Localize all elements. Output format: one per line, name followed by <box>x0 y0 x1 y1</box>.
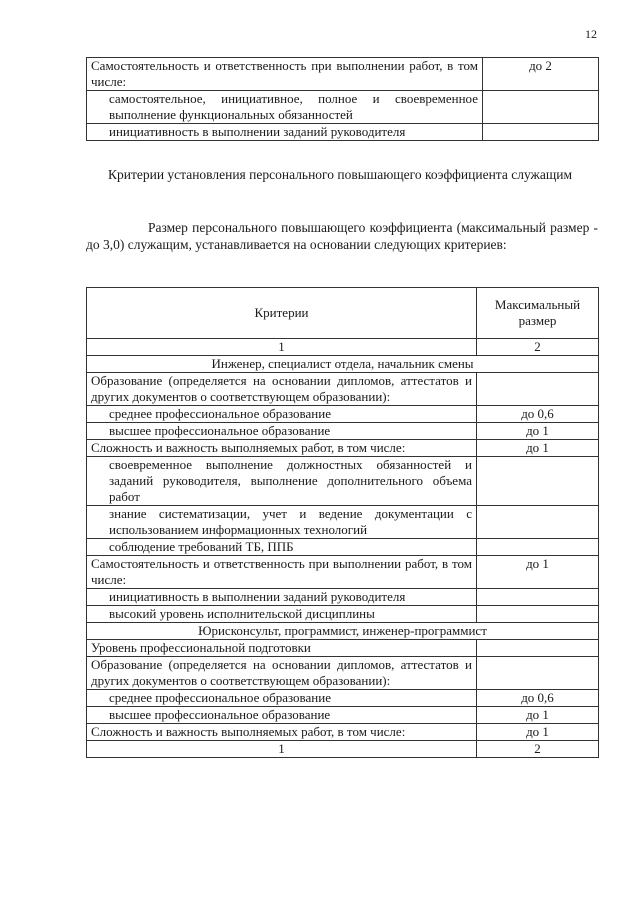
table-row <box>87 657 599 690</box>
table-row <box>87 707 599 724</box>
table-row <box>87 556 599 589</box>
page-number: 12 <box>585 27 597 41</box>
section-row <box>87 356 599 373</box>
header-max-size: Максимальный размер <box>477 288 599 339</box>
criterion-text: Самостоятельность и ответственность при выполнении работ, в том числе: <box>87 58 483 91</box>
criterion-text: Образование (определяется на основании дипломов, аттестатов и других документов о соответствующем образовании): <box>87 657 477 690</box>
criterion-max-value <box>483 91 599 124</box>
top-criteria-table <box>86 57 599 141</box>
criterion-max-value: до 1 <box>477 724 599 741</box>
table-row <box>87 423 599 440</box>
table-row <box>87 406 599 423</box>
criterion-max-value <box>477 457 599 506</box>
section-row <box>87 623 599 640</box>
criterion-text: высшее профессиональное образование <box>87 423 477 440</box>
table-row <box>87 440 599 457</box>
criterion-max-value <box>477 589 599 606</box>
criterion-max-value <box>477 640 599 657</box>
criterion-text: среднее профессиональное образование <box>87 690 477 707</box>
column-number-1: 1 <box>87 339 477 356</box>
table-row <box>87 690 599 707</box>
criterion-max-value: до 0,6 <box>477 690 599 707</box>
criteria-table <box>86 287 599 758</box>
criterion-text: своевременное выполнение должностных обязанностей и заданий руководителя, выполнение дополнительного объема работ <box>87 457 477 506</box>
table-row <box>87 606 599 623</box>
criterion-max-value <box>477 606 599 623</box>
criterion-text: Уровень профессиональной подготовки <box>87 640 477 657</box>
footer-number-row <box>87 741 599 758</box>
column-number-2: 2 <box>477 339 599 356</box>
table-row <box>87 506 599 539</box>
table-row <box>87 589 599 606</box>
table-row <box>87 124 599 141</box>
table-row <box>87 373 599 406</box>
section-heading: Критерии установления персонального повышающего коэффициента служащим <box>107 167 573 182</box>
table-row <box>87 539 599 556</box>
criterion-max-value <box>477 373 599 406</box>
column-number-row <box>87 339 599 356</box>
criterion-text: соблюдение требований ТБ, ППБ <box>87 539 477 556</box>
criterion-text: среднее профессиональное образование <box>87 406 477 423</box>
header-criteria: Критерии <box>87 288 477 339</box>
criterion-max-value <box>477 506 599 539</box>
footer-number-1: 1 <box>87 741 477 758</box>
criterion-max-value <box>477 657 599 690</box>
criterion-max-value: до 1 <box>477 556 599 589</box>
criterion-text: Образование (определяется на основании дипломов, аттестатов и других документов о соответствующем образовании): <box>87 373 477 406</box>
table-row <box>87 457 599 506</box>
criterion-text: Сложность и важность выполняемых работ, в том числе: <box>87 440 477 457</box>
criterion-max-value <box>483 124 599 141</box>
table-header-row <box>87 288 599 339</box>
table-row <box>87 724 599 741</box>
criterion-max-value: до 0,6 <box>477 406 599 423</box>
criterion-max-value <box>477 539 599 556</box>
criterion-text: инициативность в выполнении заданий руководителя <box>87 589 477 606</box>
criterion-text: самостоятельное, инициативное, полное и своевременное выполнение функциональных обязанностей <box>87 91 483 124</box>
section-title-legal-programmers: Юрисконсульт, программист, инженер-программист <box>87 623 599 640</box>
criterion-text: высшее профессиональное образование <box>87 707 477 724</box>
criterion-max-value: до 1 <box>477 440 599 457</box>
table-row <box>87 640 599 657</box>
criterion-max-value: до 2 <box>483 58 599 91</box>
table-row <box>87 91 599 124</box>
criterion-text: инициативность в выполнении заданий руководителя <box>87 124 483 141</box>
criterion-text: Сложность и важность выполняемых работ, в том числе: <box>87 724 477 741</box>
criterion-max-value: до 1 <box>477 707 599 724</box>
criterion-text: Самостоятельность и ответственность при выполнении работ, в том числе: <box>87 556 477 589</box>
criterion-max-value: до 1 <box>477 423 599 440</box>
intro-paragraph: Размер персонального повышающего коэффициента (максимальный размер - до 3,0) служащим, устанавливается на основании следующих критериев: <box>86 220 598 252</box>
criterion-text: высокий уровень исполнительской дисциплины <box>87 606 477 623</box>
section-title-engineers: Инженер, специалист отдела, начальник смены <box>87 356 599 373</box>
criterion-text: знание систематизации, учет и ведение документации с использованием информационных технологий <box>87 506 477 539</box>
footer-number-2: 2 <box>477 741 599 758</box>
table-row <box>87 58 599 91</box>
